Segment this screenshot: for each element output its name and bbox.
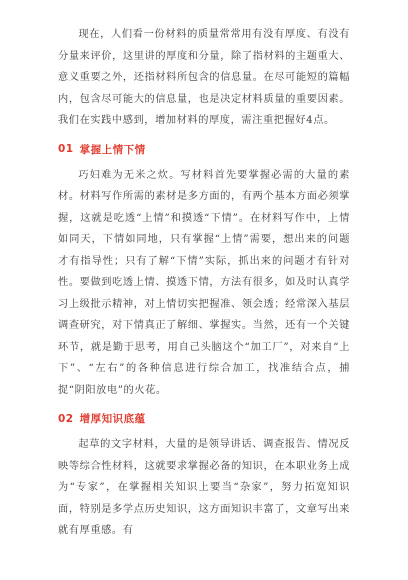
section-number: 02 (58, 412, 74, 425)
section-1-paragraph: 巧妇难为无米之炊。写材料首先要掌握必需的大量的素材。材料写作所需的素材是多方面的，有两个基本方面必须掌握，这就是吃透“上情”和摸透“下情”。在材料写作中，上情如同天，下情如同地，只有掌握“上情”需要，想出来的问题才有指导性；只有了解“下情”实际，抓出来的问题才有针对性。要做到吃透上情、摸透下情，方法有很多，如及时认真学习上级批示精神，对上情切实把握准、领会透；经常深入基层调查研究，对下情真正了解细、掌握实。当然，还有一个关键环节，就是勤于思考，用自己头脑这个“加工厂”，对来自“上下”、“左右”的各种信息进行综合加工，找准结合点，捕捉“阴阳放电”的火花。 (58, 169, 350, 396)
section-title: 掌握上情下情 (79, 143, 146, 156)
section-number: 01 (58, 143, 74, 155)
section-heading-2 (58, 411, 350, 426)
section-2-paragraph: 起草的文字材料，大量的是领导讲话、调查报告、情况反映等综合性材料，这就要求掌握必备的知识，在本职业务上成为“专家”，在掌握相关知识上要当“杂家”，努力拓宽知识面，特别是多学点历史知识，这方面知识丰富了，文章写出来就有厚重感。有 (58, 439, 350, 536)
section-heading-1 (58, 142, 350, 157)
section-title: 增厚知识底蕴 (79, 413, 146, 425)
intro-paragraph: 现在，人们看一份材料的质量常常用有没有厚度、有没有分量来评价，这里讲的厚度和分量，除了指材料的主题重大、意义重要之外，还指材料所包含的信息量。在尽可能短的篇幅内，包含尽可能大的信息量，也是决定材料质量的重要因素。我们在实践中感到，增加材料的厚度，需注重把握好4点。 (58, 29, 350, 126)
